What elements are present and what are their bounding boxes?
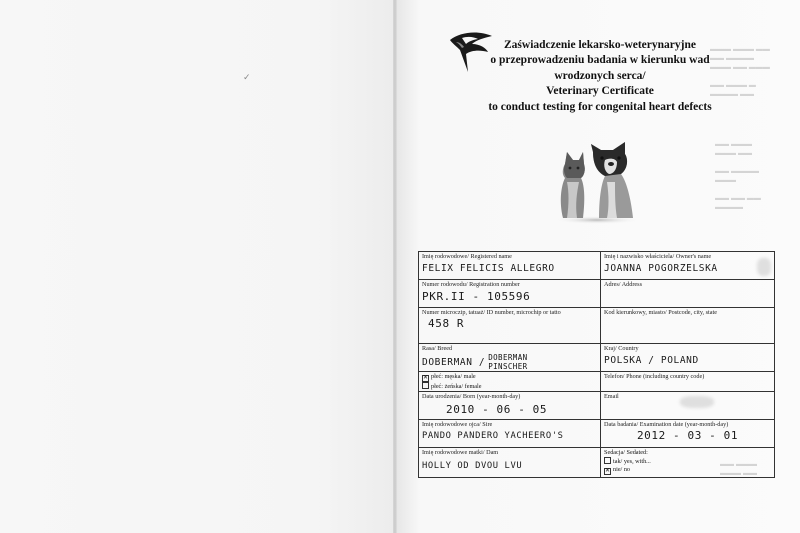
postcode-cell: [601, 308, 775, 344]
registration-number-cell: [419, 280, 601, 308]
postcode-label: Kod kierunkowy, miasto/ Postcode, city, state: [604, 309, 717, 316]
sedated-yes-checkbox[interactable]: [604, 457, 611, 464]
bleed-through-text: ▬▬ ▬▬▬ ▬▬▬ ▬▬ ▬▬ ▬▬▬▬ ▬▬▬ ▬▬ ▬▬ ▬▬ ▬▬▬▬: [715, 141, 761, 211]
sedated-no-checkbox[interactable]: ✕: [605, 468, 611, 475]
left-page: [0, 0, 396, 533]
sedated-label: Sedacja/ Sedated:: [604, 449, 648, 457]
sedated-yes-option: [604, 457, 771, 466]
registered-name-label: Imię rodowodowe/ Registered name: [422, 253, 512, 260]
country-value: POLSKA / POLAND: [604, 355, 699, 367]
exam-date-label: Data badania/ Examination date (year-month-day): [604, 421, 729, 429]
dam-cell: [419, 448, 601, 478]
female-label: płeć: żeńska/ female: [431, 383, 482, 391]
sedated-yes-label: tak/ yes, with...: [613, 458, 651, 466]
cat-and-dog-illustration: [553, 142, 641, 224]
bleed-through-text: ▬▬ ▬▬▬ ▬▬▬ ▬▬: [720, 461, 757, 477]
title-line: Zaświadczenie lekarsko-weterynaryjne: [504, 39, 696, 51]
title-line: wrodzonych serca/: [554, 69, 646, 82]
address-label: Adres/ Address: [604, 281, 642, 288]
address-cell: [601, 280, 775, 308]
exam-date-value: 2012 - 03 - 01: [636, 428, 739, 442]
born-value: 2010 - 06 - 05: [446, 402, 548, 416]
country-label: Kraj/ Country: [604, 345, 639, 352]
exam-date-cell: [601, 420, 775, 448]
registration-number-label: Numer rodowodu/ Registration number: [422, 281, 520, 288]
breed-stack-line: DOBERMAN: [488, 353, 528, 363]
breed-stack-line: PINSCHER: [488, 361, 528, 371]
phone-label: Telefon/ Phone (including country code): [604, 373, 705, 381]
sire-cell: [419, 420, 601, 448]
certificate-form: [418, 251, 775, 478]
male-label: płeć: męska/ male: [431, 373, 476, 381]
registration-number-value: PKR.II - 105596: [422, 290, 531, 304]
sire-value: PANDO PANDERO YACHEERO'S: [422, 430, 564, 441]
born-cell: [419, 392, 601, 420]
country-cell: [601, 344, 775, 372]
email-label: Email: [604, 393, 619, 401]
breed-stack: [488, 354, 527, 371]
scan-smudge: [680, 396, 714, 408]
owner-name-value: JOANNA POGORZELSKA: [604, 263, 718, 275]
sire-label: Imię rodowodowe ojca/ Sire: [422, 421, 493, 429]
owner-name-cell: [601, 252, 775, 280]
breed-value: [422, 354, 597, 371]
sedated-no-option: [604, 466, 771, 475]
breed-main: DOBERMAN /: [422, 356, 486, 368]
registered-name-value: FELIX FELICIS ALLEGRO: [422, 263, 555, 275]
phone-cell: [601, 372, 775, 392]
title-line: to conduct testing for congenital heart defects: [488, 100, 712, 113]
sedated-cell: [601, 448, 775, 478]
male-checkbox[interactable]: ✕: [423, 375, 429, 382]
sex-cell: [419, 372, 601, 392]
sex-male-option: [422, 373, 597, 382]
breed-cell: [419, 344, 601, 372]
born-label: Data urodzenia/ Born (year-month-day): [422, 393, 521, 401]
bleed-through-text: ▬▬▬ ▬▬▬ ▬▬ ▬▬ ▬▬▬▬ ▬▬▬ ▬▬ ▬▬▬ ▬▬ ▬▬▬ ▬ ▬▬▬▬ ▬▬: [710, 46, 770, 98]
certificate-title: [440, 38, 760, 115]
sex-female-option: [422, 382, 597, 391]
microchip-cell: [419, 308, 601, 344]
title-line: Veterinary Certificate: [546, 85, 654, 98]
scan-speck: ✓: [243, 72, 251, 82]
owner-name-label: Imię i nazwisko właściciela/ Owner's name: [604, 253, 712, 260]
breed-label: Rasa/ Breed: [422, 345, 453, 352]
sedated-no-label: nie/ no: [613, 466, 631, 474]
female-checkbox[interactable]: [422, 382, 429, 389]
title-line: o przeprowadzeniu badania w kierunku wad: [490, 54, 710, 67]
registered-name-cell: [419, 252, 601, 280]
dam-label: Imię rodowodowe matki/ Dam: [422, 449, 499, 457]
book-spine: [393, 0, 397, 533]
dam-value: HOLLY OD DVOU LVU: [422, 460, 523, 471]
microchip-value: 458 R: [428, 317, 465, 331]
scan-smudge: [757, 258, 771, 276]
microchip-label: Numer microczip, tatuaż/ ID number, microchip or tatto: [422, 309, 561, 316]
